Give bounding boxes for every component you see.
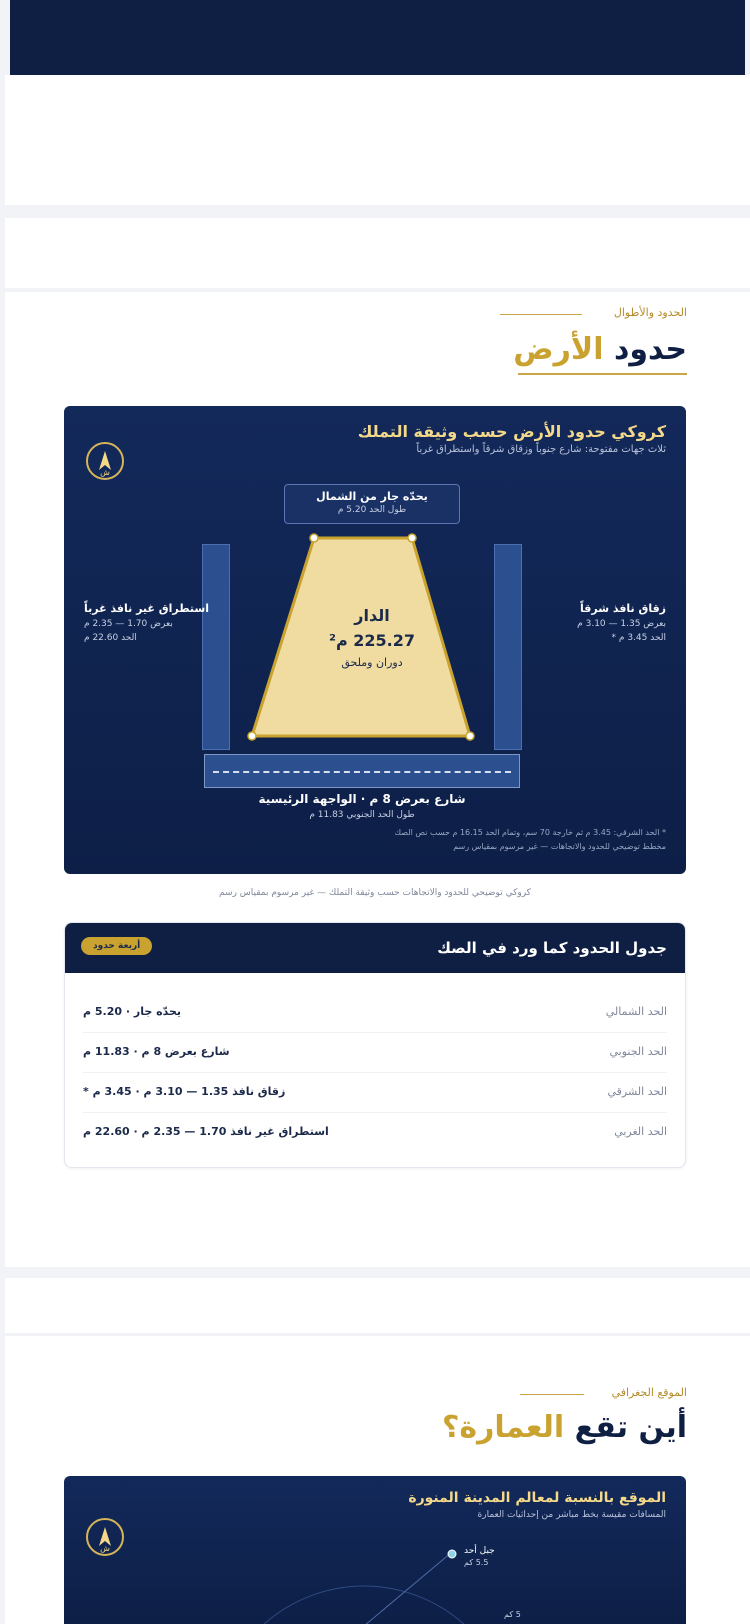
- west-boundary-length: الحد 22.60 م: [84, 633, 137, 643]
- west-passage-bar: [202, 544, 230, 750]
- diagram-caption: كروكي توضيحي للحدود والاتجاهات حسب وثيقة التملك — غير مرسوم بمقياس رسم: [219, 888, 531, 898]
- map-rings: [64, 1476, 686, 1624]
- row-value: شارع بعرض 8 م · 11.83 م: [83, 1045, 230, 1058]
- section-eyebrow: الحدود والأطوال: [613, 306, 687, 319]
- spacer-card: [5, 1278, 750, 1333]
- east-boundary-label: [556, 602, 666, 643]
- row-value: استطراق غير نافذ 1.70 — 2.35 م · 22.60 م: [83, 1125, 329, 1138]
- diagram-subtitle: ثلاث جهات مفتوحة: شارع جنوباً وزقاق شرقاً واستطراق غرباً: [416, 444, 666, 455]
- section-title: [442, 1410, 687, 1445]
- north-boundary-length: طول الحد 5.20 م: [337, 505, 407, 515]
- boundaries-table: [64, 922, 686, 1168]
- land-name: الدار: [354, 606, 390, 625]
- north-boundary-label: يحدّه جار من الشمال: [316, 490, 428, 503]
- compass-letter: ش: [100, 1544, 110, 1553]
- east-boundary-length: الحد 3.45 م *: [611, 633, 666, 643]
- title-underline: [518, 373, 687, 375]
- street-centerline: [213, 771, 511, 773]
- landmark-label: جبل أحد: [464, 1546, 495, 1556]
- title-part-2: الأرض: [513, 332, 604, 367]
- land-type: دوران وملحق: [341, 656, 403, 669]
- east-boundary-width: بعرض 1.35 — 3.10 م: [577, 619, 666, 629]
- row-value: يحدّه جار · 5.20 م: [83, 1005, 182, 1018]
- landmark-distance: 5.5 كم: [464, 1558, 489, 1567]
- north-boundary-box: [284, 484, 460, 524]
- south-street-bar: [204, 754, 520, 788]
- land-area: 225.27 م²: [328, 631, 416, 650]
- row-label: الحد الشرقي: [607, 1085, 667, 1098]
- west-boundary-title: استطراق غير نافذ غرباً: [84, 602, 210, 615]
- eyebrow-line: [500, 314, 582, 315]
- west-boundary-width: بعرض 1.70 — 2.35 م: [84, 619, 173, 629]
- row-label: الحد الجنوبي: [609, 1045, 667, 1058]
- table-row: [83, 1073, 667, 1113]
- table-row: [83, 1033, 667, 1073]
- map-title: الموقع بالنسبة لمعالم المدينة المنورة: [408, 1490, 666, 1506]
- row-value: زقاق نافذ 1.35 — 3.10 م · 3.45 م *: [83, 1085, 286, 1098]
- land-sketch-diagram: [64, 406, 686, 874]
- table-title: جدول الحدود كما ورد في الصك: [437, 939, 667, 957]
- west-boundary-label: [84, 602, 234, 643]
- title-part-2: العمارة؟: [441, 1410, 565, 1445]
- east-boundary-title: زقاق نافذ شرقاً: [580, 602, 666, 615]
- title-part-1: حدود: [614, 332, 687, 367]
- top-banner: [10, 0, 745, 75]
- table-row: [83, 993, 667, 1033]
- compass-icon: [86, 442, 124, 480]
- diagram-footnote: * الحد الشرقي: 3.45 م ثم خارجة 70 سم، وتمام الحد 16.15 م حسب نص الصك: [394, 828, 666, 837]
- page-title: [513, 332, 687, 367]
- south-boundary-length: طول الحد الجنوبي 11.83 م: [309, 810, 415, 820]
- land-info: [284, 606, 460, 669]
- map-subtitle: المسافات مقيسة بخط مباشر من إحداثيات العمارة: [477, 1510, 666, 1520]
- south-boundary-label: شارع بعرض 8 م · الواجهة الرئيسية: [258, 792, 466, 806]
- spacer-card: [5, 75, 750, 205]
- ring-distance-label: 5 كم: [504, 1610, 521, 1619]
- east-alley-bar: [494, 544, 522, 750]
- table-row: [83, 1113, 667, 1153]
- spacer-card: [5, 218, 750, 288]
- boundary-count-badge: أربعة حدود: [81, 937, 152, 955]
- title-part-1: أين تقع: [574, 1410, 687, 1445]
- diagram-footnote: مخطط توضيحي للحدود والاتجاهات — غير مرسوم بمقياس رسم: [453, 842, 666, 851]
- section-eyebrow: الموقع الجغرافي: [611, 1386, 687, 1399]
- row-label: الحد الشمالي: [605, 1005, 667, 1018]
- diagram-title: كروكي حدود الأرض حسب وثيقة التملك: [357, 422, 666, 441]
- location-map: [64, 1476, 686, 1624]
- row-label: الحد الغربي: [614, 1125, 667, 1138]
- table-header: [65, 923, 685, 973]
- compass-letter: ش: [100, 468, 110, 477]
- eyebrow-line: [520, 1394, 584, 1395]
